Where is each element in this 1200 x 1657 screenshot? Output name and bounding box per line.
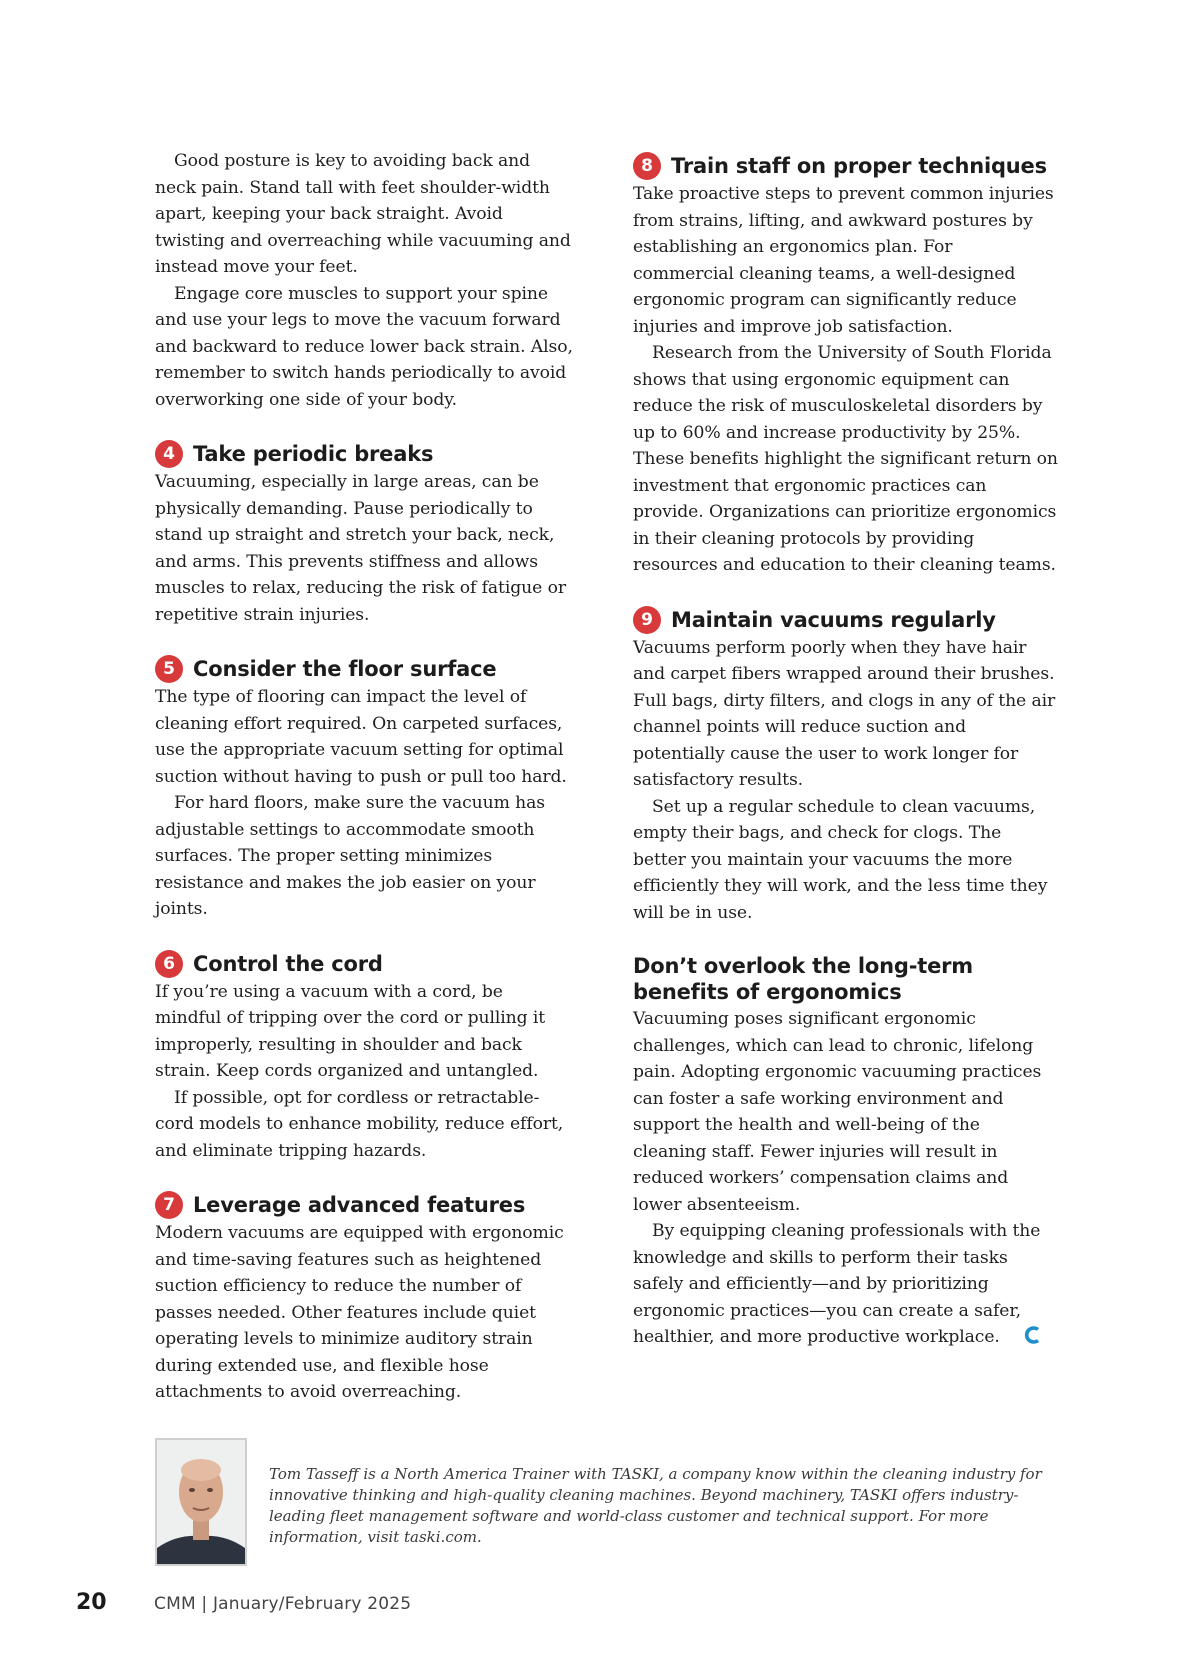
section-7-heading [155, 1191, 573, 1219]
section-9-paragraph-1: Vacuums perform poorly when they have hair and carpet fibers wrapped around their brushes. Full bags, dirty filters, and clogs in any of the air channel points will reduce suction and potentially cause the user to work longer for satisfactory results. [633, 637, 1056, 790]
bio-text: Tom Tasseff is a North America Trainer with TASKI, a company know within the cleaning industry for innovative thinking and high-quality cleaning machines. Beyond machinery, TASKI offers industry-leading fleet management software and world-class customer and technical support. For more information, visit taski.com. [269, 1465, 1042, 1546]
section-9-title: Maintain vacuums regularly [671, 607, 996, 632]
section-9-heading [633, 606, 1058, 634]
section-8-paragraph-2: Research from the University of South Florida shows that using ergonomic equipment can reduce the risk of musculoskeletal disorders by up to 60% and increase productivity by 25%. These benefits highlight the significant return on investment that ergonomic practices can provide. Organizations can prioritize ergonomics in their cleaning protocols by providing resources and education to their cleaning teams. [633, 343, 1058, 575]
conclusion-paragraph-2 [633, 1218, 1058, 1354]
author-bio [155, 1438, 1055, 1568]
section-4-title: Take periodic breaks [193, 442, 434, 466]
number-badge-8: 8 [633, 152, 661, 180]
intro-paragraph-1: Good posture is key to avoiding back and neck pain. Stand tall with feet shoulder-width apart, keeping your back straight. Avoid twisting and overreaching while vacuuming and instead move your feet. [155, 151, 571, 277]
end-mark-icon [1004, 1325, 1041, 1354]
section-6 [155, 950, 573, 1165]
section-6-title: Control the cord [193, 951, 383, 976]
number-badge-4: 4 [155, 440, 183, 468]
section-4 [155, 440, 573, 628]
section-5-heading [155, 655, 573, 683]
number-badge-7: 7 [155, 1191, 183, 1219]
conclusion-paragraph-2-text: By equipping cleaning professionals with the knowledge and skills to perform their tasks safely and efficiently—and by prioritizing ergonomic practices—you can create a safer, healthier, and more productive workplace. [633, 1221, 1041, 1347]
section-4-paragraph-1: Vacuuming, especially in large areas, can be physically demanding. Pause periodically to stand up straight and stretch your back, neck, and arms. This prevents stiffness and allows muscles to relax, reducing the risk of fatigue or repetitive strain injuries. [155, 472, 566, 625]
section-5 [155, 655, 573, 923]
section-5-title: Consider the floor surface [193, 657, 497, 681]
section-8-heading [633, 152, 1058, 180]
section-7-paragraph-1: Modern vacuums are equipped with ergonomic and time-saving features such as heightened suction efficiency to reduce the number of passes needed. Other features include quiet operating levels to minimize auditory strain during extended use, and flexible hose attachments to avoid overreaching. [155, 1223, 564, 1402]
page-number: 20 [76, 1590, 107, 1615]
section-9-paragraph-2: Set up a regular schedule to clean vacuums, empty their bags, and check for clogs. The better you maintain your vacuums the more efficiently they will work, and the less time they will be in use. [633, 796, 1048, 923]
section-9 [633, 606, 1058, 927]
section-6-paragraph-1: If you’re using a vacuum with a cord, be mindful of tripping over the cord or pulling it improperly, resulting in shoulder and back strain. Keep cords organized and untangled. [155, 981, 546, 1081]
section-6-paragraph-2: If possible, opt for cordless or retractable-cord models to enhance mobility, reduce effort, and eliminate tripping hazards. [155, 1087, 564, 1161]
section-8 [633, 152, 1058, 579]
author-photo [155, 1438, 247, 1566]
section-7-title: Leverage advanced features [193, 1193, 526, 1217]
number-badge-5: 5 [155, 655, 183, 683]
publication-info: CMM | January/February 2025 [154, 1594, 412, 1614]
conclusion-heading: Don’t overlook the long-term benefits of ergonomics [633, 954, 973, 1004]
section-7 [155, 1191, 573, 1406]
section-4-heading [155, 440, 573, 468]
section-8-paragraph-1: Take proactive steps to prevent common injuries from strains, lifting, and awkward postures by establishing an ergonomics plan. For commercial cleaning teams, a well-designed ergonomic program can significantly reduce injuries and improve job satisfaction. [633, 184, 1054, 337]
conclusion-section [633, 953, 1058, 1354]
conclusion-paragraph-1: Vacuuming poses significant ergonomic challenges, which can lead to chronic, lifelong pain. Adopting ergonomic vacuuming practices can foster a safe working environment and support the health and well-being of the cleaning staff. Fewer injuries will result in reduced workers’ compensation claims and lower absenteeism. [633, 1009, 1042, 1215]
section-8-title: Train staff on proper techniques [671, 154, 1047, 178]
number-badge-9: 9 [633, 606, 661, 634]
intro-paragraph-2: Engage core muscles to support your spine and use your legs to move the vacuum forward and backward to reduce lower back strain. Also, remember to switch hands periodically to avoid overworking one side of your body. [155, 283, 573, 410]
section-6-heading [155, 950, 573, 978]
section-5-paragraph-1: The type of flooring can impact the level of cleaning effort required. On carpeted surfaces, use the appropriate vacuum setting for optimal suction without having to push or pull too hard. [155, 687, 567, 787]
page-footer [76, 1590, 411, 1615]
number-badge-6: 6 [155, 950, 183, 978]
right-column [633, 152, 1058, 1354]
section-5-paragraph-2: For hard floors, make sure the vacuum has adjustable settings to accommodate smooth surfaces. The proper setting minimizes resistance and makes the job easier on your joints. [155, 793, 545, 919]
left-column [155, 148, 573, 1406]
